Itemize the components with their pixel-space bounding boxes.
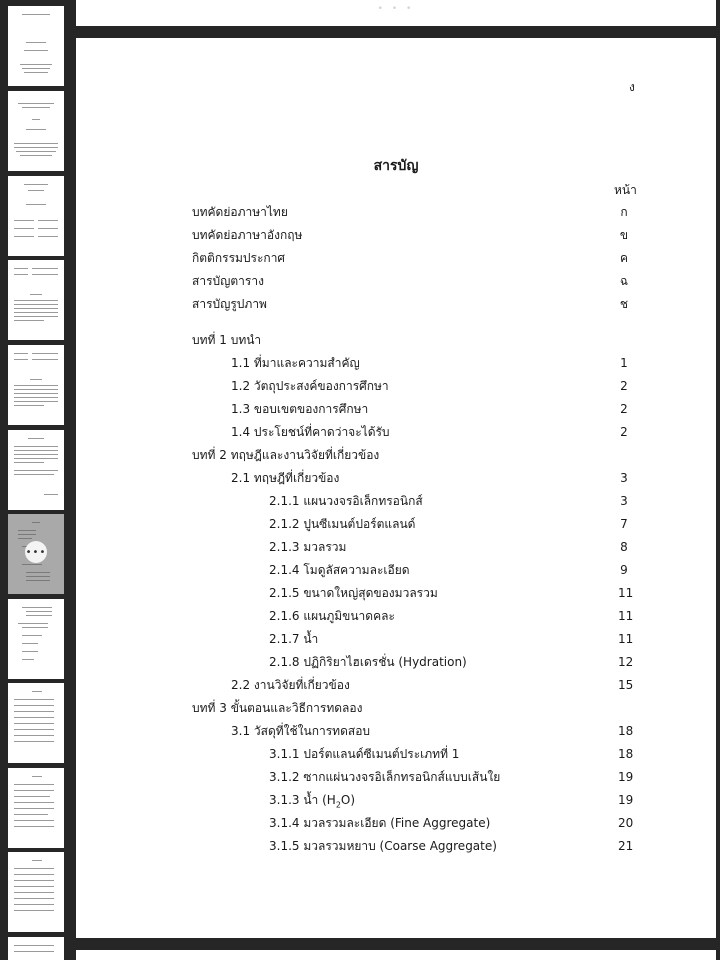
toc-entry-text: O) xyxy=(340,793,356,807)
toc-entry: บทคัดย่อภาษาไทย xyxy=(192,205,288,219)
page-thumbnail[interactable] xyxy=(8,852,64,932)
toc-entry: 2.1.6 แผนภูมิขนาดคละ xyxy=(269,609,395,623)
toc-entry: 2.1.3 มวลรวม xyxy=(269,540,347,554)
page-thumbnail[interactable] xyxy=(8,6,64,86)
toc-page: 2 xyxy=(620,425,628,439)
toc-page: ช xyxy=(619,297,629,311)
page-thumbnail[interactable] xyxy=(8,91,64,171)
more-icon: ••• xyxy=(25,546,47,558)
toc-page: 8 xyxy=(620,540,628,554)
toc-page: 11 xyxy=(618,632,634,646)
toc-page: 21 xyxy=(618,839,634,853)
toc-page: 11 xyxy=(618,586,634,600)
toc-page: 18 xyxy=(618,747,634,761)
toc-entry-text: 3.1.3 น้ำ (H xyxy=(269,793,336,807)
toc-page: ฉ xyxy=(619,274,629,288)
page-thumbnail[interactable] xyxy=(8,683,64,763)
page-thumbnail[interactable] xyxy=(8,599,64,679)
toc-chapter: บทที่ 2 ทฤษฎีและงานวิจัยที่เกี่ยวข้อง xyxy=(192,448,380,462)
thumbnail-sidebar xyxy=(0,0,72,960)
toc-page: 3 xyxy=(620,494,628,508)
toc-entry: 2.1.2 ปูนซีเมนต์ปอร์ตแลนด์ xyxy=(269,517,416,531)
toc-page: 2 xyxy=(620,379,628,393)
toc-page: 19 xyxy=(618,770,634,784)
toc-entry: กิตติกรรมประกาศ xyxy=(192,251,286,265)
page-number: ง xyxy=(629,80,635,94)
page-thumbnail[interactable] xyxy=(8,937,64,960)
toc-entry: สารบัญรูปภาพ xyxy=(192,297,267,311)
toc-entry: 1.3 ขอบเขตของการศึกษา xyxy=(231,402,369,416)
toc-page: 19 xyxy=(618,793,634,807)
next-page xyxy=(76,950,716,960)
page-thumbnail[interactable] xyxy=(8,768,64,848)
toc-entry: บทคัดย่อภาษาอังกฤษ xyxy=(192,228,303,242)
toc-entry: 1.1 ที่มาและความสำคัญ xyxy=(231,356,360,370)
subscript: 2 xyxy=(335,800,341,810)
page-title: สารบัญ xyxy=(373,158,419,174)
toc-page: 1 xyxy=(620,356,628,370)
page-thumbnail[interactable] xyxy=(8,345,64,425)
toc-chapter: บทที่ 1 บทนำ xyxy=(192,333,262,347)
toc-entry: 2.1.8 ปฏิกิริยาไฮเดรชั่น (Hydration) xyxy=(269,655,467,669)
toc-chapter: บทที่ 3 ขั้นตอนและวิธีการทดลอง xyxy=(192,701,363,715)
toc-entry: 3.1.1 ปอร์ตแลนด์ซีเมนต์ประเภทที่ 1 xyxy=(269,747,460,761)
toc-page: 11 xyxy=(618,609,634,623)
more-options-button[interactable] xyxy=(25,541,47,563)
toc-page: 3 xyxy=(620,471,628,485)
toc-page: 2 xyxy=(620,402,628,416)
toc-entry: 2.1.1 แผนวงจรอิเล็กทรอนิกส์ xyxy=(269,494,423,508)
toc-entry: สารบัญตาราง xyxy=(192,274,264,288)
toc-page: ค xyxy=(619,251,629,265)
page-indicator-dots: • • • xyxy=(377,4,415,14)
toc-entry: 1.4 ประโยชน์ที่คาดว่าจะได้รับ xyxy=(231,425,390,439)
toc-page: ก xyxy=(620,205,628,219)
page-thumbnail[interactable] xyxy=(8,260,64,340)
toc-page: ข xyxy=(619,228,629,242)
toc-entry xyxy=(269,792,355,813)
toc-entry: 3.1.4 มวลรวมละเอียด (Fine Aggregate) xyxy=(269,816,491,830)
previous-page xyxy=(76,0,716,26)
toc-page: 18 xyxy=(618,724,634,738)
toc-entry: 2.1.4 โมดูลัสความละเอียด xyxy=(269,563,410,577)
toc-page: 15 xyxy=(618,678,634,692)
toc-entry: 1.2 วัตถุประสงค์ของการศึกษา xyxy=(231,379,389,393)
toc-page: 7 xyxy=(620,517,628,531)
page-thumbnail[interactable] xyxy=(8,430,64,510)
toc-entry: 2.1.5 ขนาดใหญ่สุดของมวลรวม xyxy=(269,586,438,600)
toc-entry: 3.1 วัสดุที่ใช้ในการทดสอบ xyxy=(231,724,371,738)
toc-entry: 2.1.7 น้ำ xyxy=(269,632,319,646)
toc-entry: 3.1.2 ซากแผ่นวงจรอิเล็กทรอนิกส์แบบเส้นใย xyxy=(269,770,501,784)
page-column-header: หน้า xyxy=(614,183,637,197)
toc-page: 9 xyxy=(620,563,628,577)
document-page xyxy=(76,38,716,938)
document-viewer[interactable] xyxy=(72,0,720,960)
toc-entry: 3.1.5 มวลรวมหยาบ (Coarse Aggregate) xyxy=(269,839,497,853)
toc-entry: 2.2 งานวิจัยที่เกี่ยวข้อง xyxy=(231,678,350,692)
toc-page: 12 xyxy=(618,655,634,669)
toc-entry: 2.1 ทฤษฎีที่เกี่ยวข้อง xyxy=(231,471,340,485)
page-thumbnail[interactable] xyxy=(8,176,64,256)
toc-page: 20 xyxy=(618,816,634,830)
